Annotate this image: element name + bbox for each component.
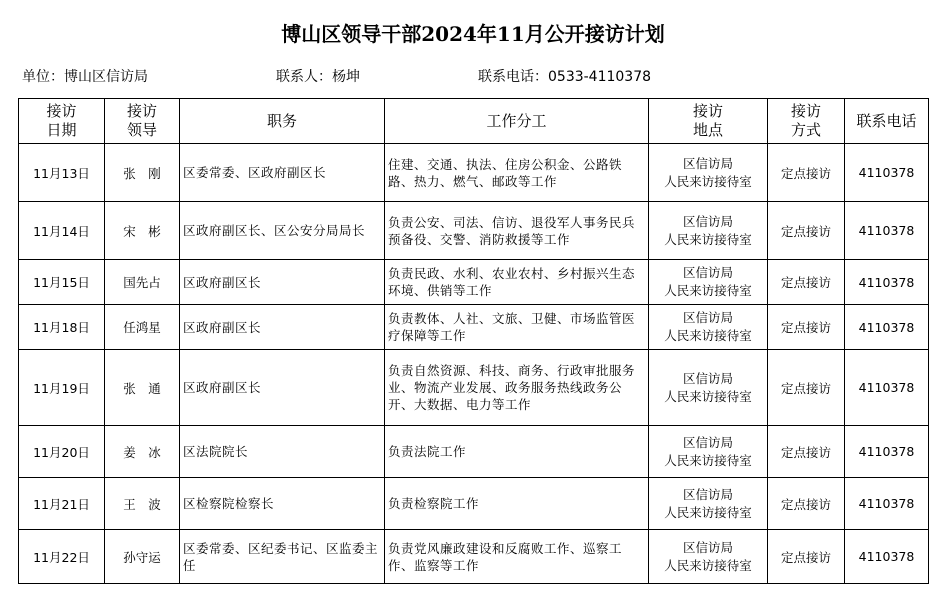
cell-tel: 4110378 [845,260,929,305]
cell-leader: 王 波 [105,478,180,530]
header-post: 职务 [180,99,385,144]
schedule-table [18,98,929,584]
cell-place: 区信访局 人民来访接待室 [649,478,768,530]
cell-tel: 4110378 [845,144,929,202]
cell-tel: 4110378 [845,426,929,478]
cell-leader: 任鸿星 [105,305,180,350]
phone-label: 联系电话：0533-4110378 [478,69,652,85]
cell-post: 区委常委、区纪委书记、区监委主任 [180,530,385,584]
cell-place: 区信访局 人民来访接待室 [649,305,768,350]
cell-leader: 姜 冰 [105,426,180,478]
table-row [19,305,929,350]
cell-leader: 国先占 [105,260,180,305]
header-tel: 联系电话 [845,99,929,144]
header-row [19,99,929,144]
cell-date: 11月20日 [19,426,105,478]
cell-mode: 定点接访 [768,478,845,530]
cell-place: 区信访局 人民来访接待室 [649,426,768,478]
table-row [19,426,929,478]
cell-post: 区法院院长 [180,426,385,478]
cell-place: 区信访局 人民来访接待室 [649,530,768,584]
cell-mode: 定点接访 [768,530,845,584]
table-row [19,260,929,305]
cell-date: 11月19日 [19,350,105,426]
table-row [19,350,929,426]
cell-place: 区信访局 人民来访接待室 [649,202,768,260]
cell-duty: 住建、交通、执法、住房公积金、公路铁路、热力、燃气、邮政等工作 [385,144,649,202]
cell-post: 区政府副区长、区公安分局局长 [180,202,385,260]
cell-post: 区政府副区长 [180,260,385,305]
cell-place: 区信访局 人民来访接待室 [649,350,768,426]
cell-date: 11月15日 [19,260,105,305]
header-mode: 接访 方式 [768,99,845,144]
cell-tel: 4110378 [845,530,929,584]
header-duty: 工作分工 [385,99,649,144]
cell-duty: 负责公安、司法、信访、退役军人事务民兵预备役、交警、消防救援等工作 [385,202,649,260]
header-date: 接访 日期 [19,99,105,144]
document-title: 博山区领导干部2024年11月公开接访计划 [281,22,665,46]
cell-leader: 张 通 [105,350,180,426]
cell-leader: 宋 彬 [105,202,180,260]
cell-tel: 4110378 [845,305,929,350]
cell-date: 11月22日 [19,530,105,584]
cell-duty: 负责法院工作 [385,426,649,478]
cell-date: 11月18日 [19,305,105,350]
cell-mode: 定点接访 [768,144,845,202]
cell-duty: 负责教体、人社、文旅、卫健、市场监管医疗保障等工作 [385,305,649,350]
cell-post: 区委常委、区政府副区长 [180,144,385,202]
table-row [19,478,929,530]
cell-leader: 孙守运 [105,530,180,584]
unit-label: 单位：博山区信访局 [22,69,148,85]
header-leader: 接访 领导 [105,99,180,144]
cell-post: 区政府副区长 [180,305,385,350]
cell-mode: 定点接访 [768,350,845,426]
cell-tel: 4110378 [845,478,929,530]
cell-place: 区信访局 人民来访接待室 [649,144,768,202]
contact-label: 联系人：杨坤 [276,69,360,85]
cell-mode: 定点接访 [768,305,845,350]
cell-duty: 负责民政、水利、农业农村、乡村振兴生态环境、供销等工作 [385,260,649,305]
cell-mode: 定点接访 [768,426,845,478]
cell-date: 11月21日 [19,478,105,530]
cell-post: 区检察院检察长 [180,478,385,530]
cell-date: 11月13日 [19,144,105,202]
cell-duty: 负责党风廉政建设和反腐败工作、巡察工作、监察等工作 [385,530,649,584]
cell-duty: 负责自然资源、科技、商务、行政审批服务业、物流产业发展、政务服务热线政务公开、大数据、电力等工作 [385,350,649,426]
cell-leader: 张 刚 [105,144,180,202]
cell-mode: 定点接访 [768,202,845,260]
table-row [19,144,929,202]
cell-tel: 4110378 [845,350,929,426]
header-place: 接访 地点 [649,99,768,144]
cell-date: 11月14日 [19,202,105,260]
cell-mode: 定点接访 [768,260,845,305]
cell-post: 区政府副区长 [180,350,385,426]
table-row [19,202,929,260]
cell-duty: 负责检察院工作 [385,478,649,530]
cell-tel: 4110378 [845,202,929,260]
cell-place: 区信访局 人民来访接待室 [649,260,768,305]
table-row [19,530,929,584]
